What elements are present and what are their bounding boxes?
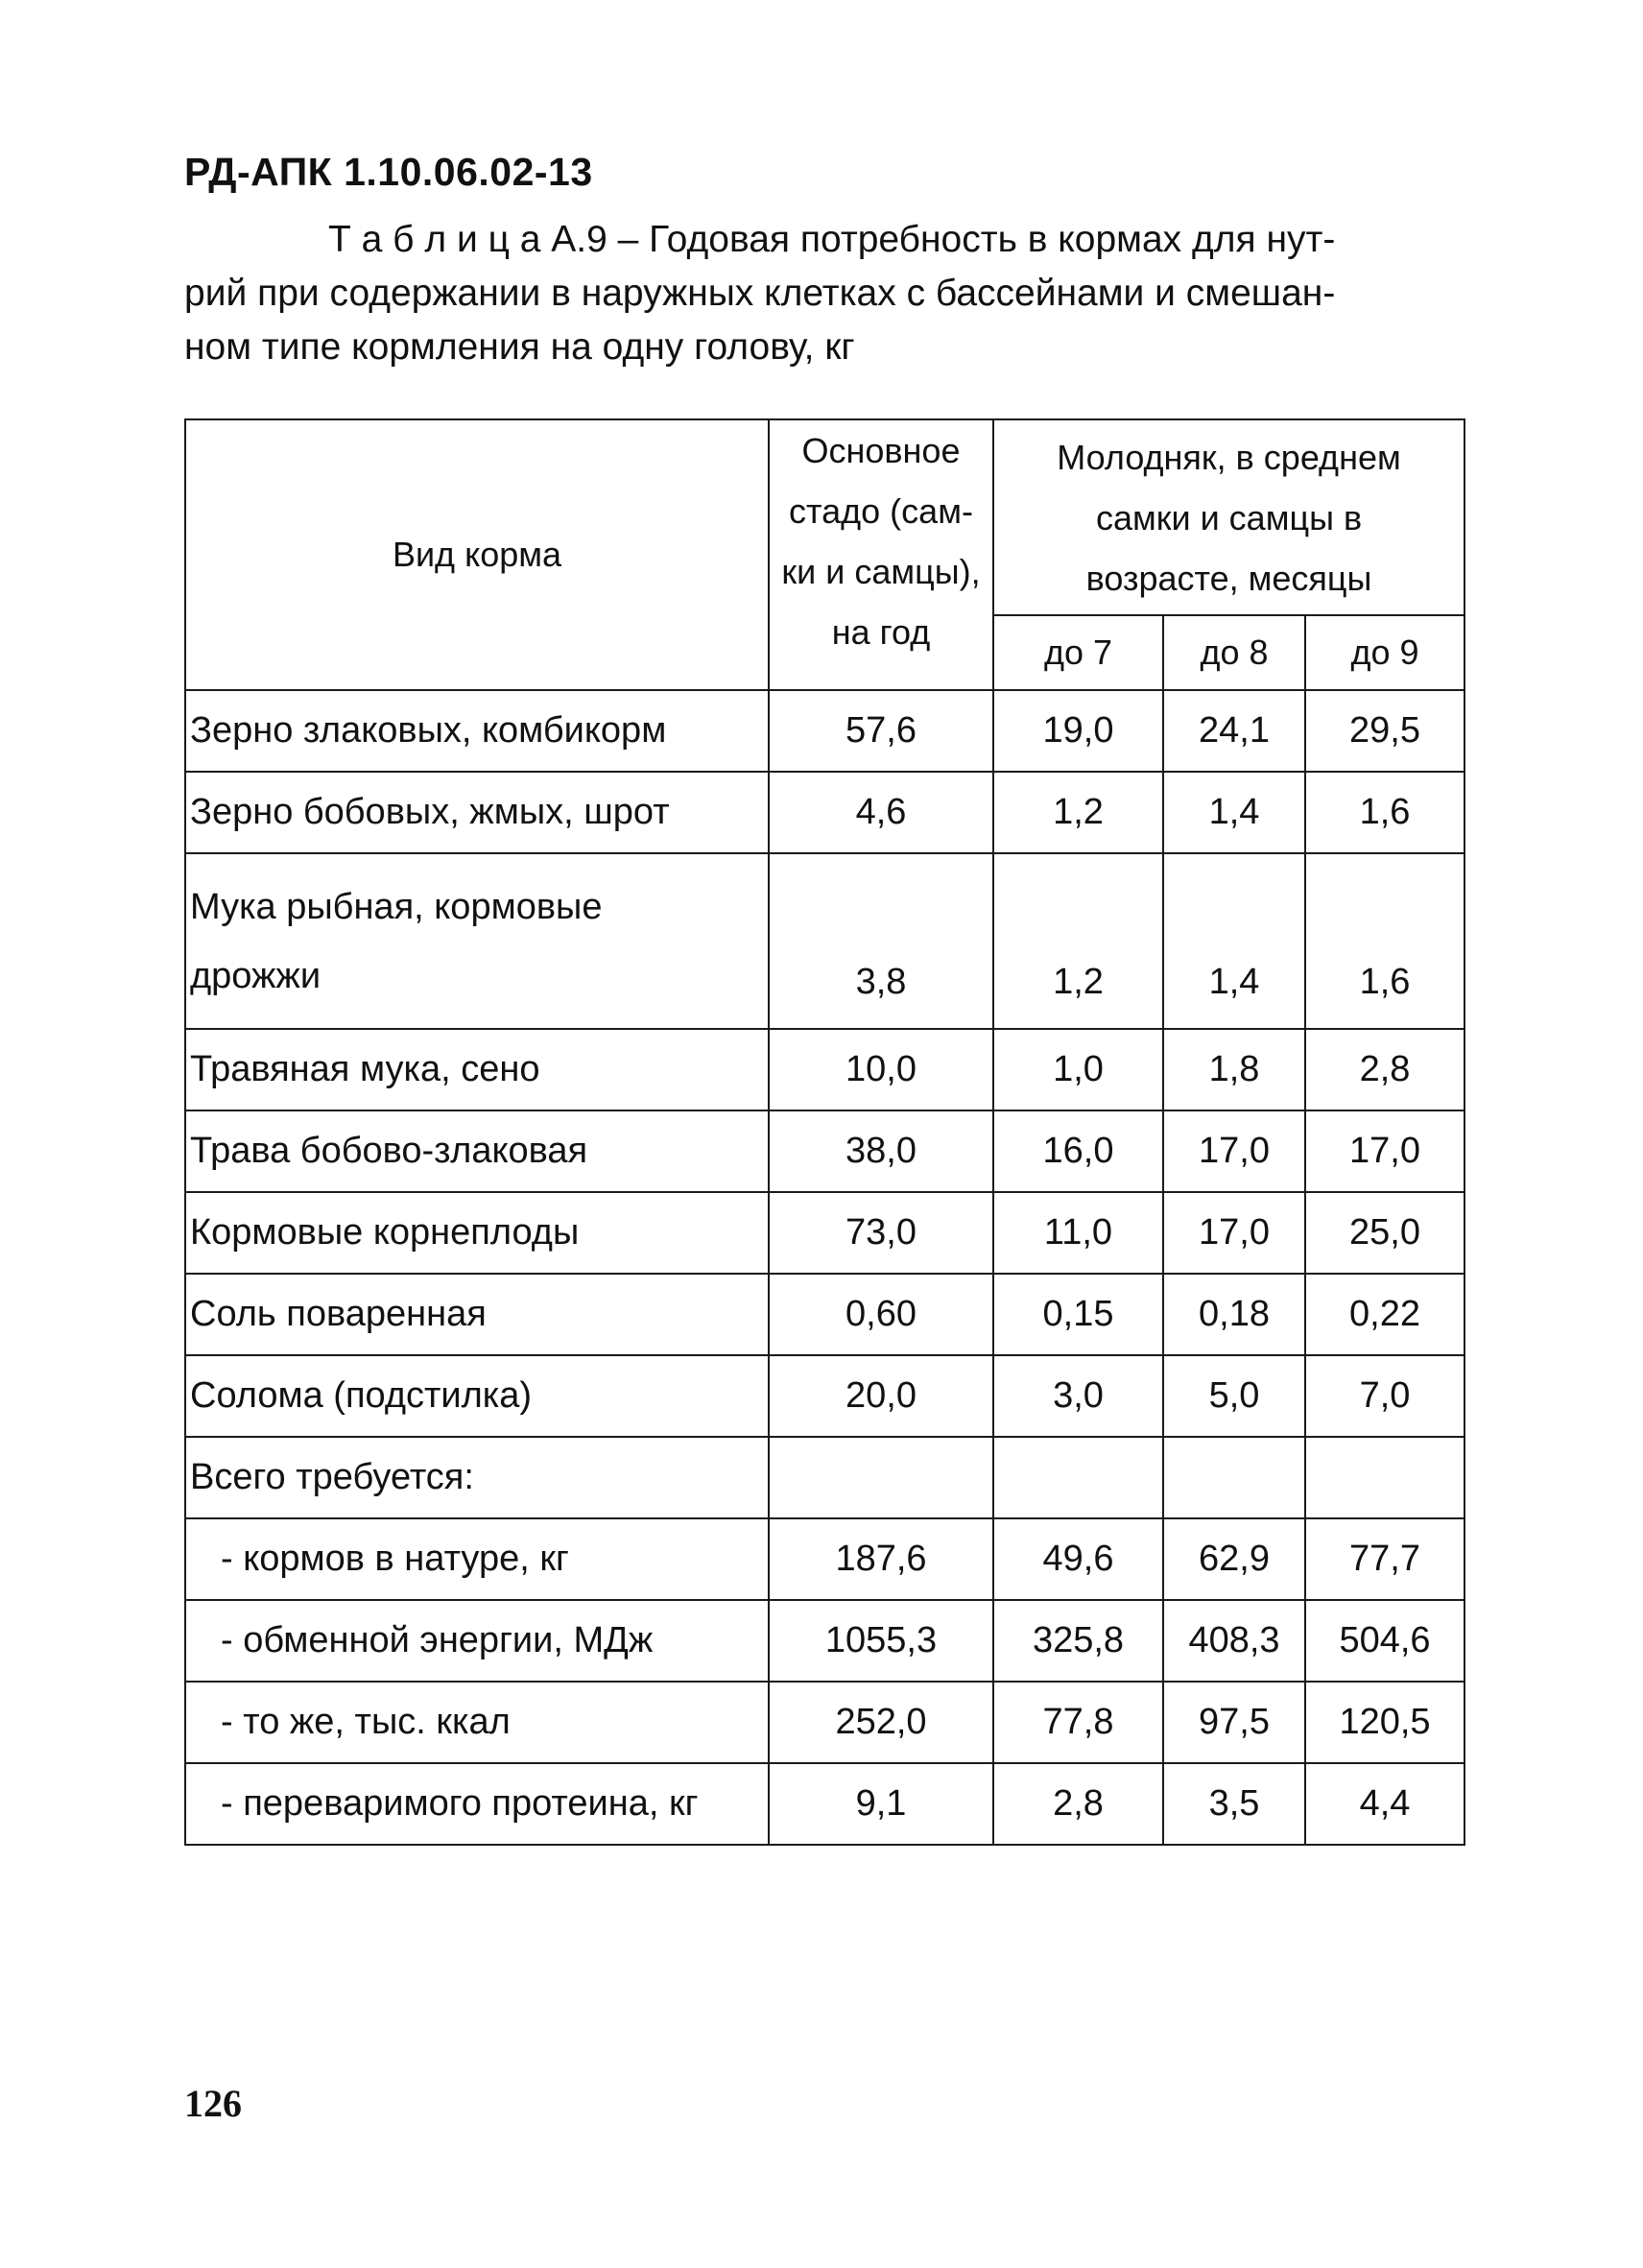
row-label: - то же, тыс. ккал <box>185 1682 769 1763</box>
header-age-7: до 7 <box>993 615 1163 690</box>
row-label: Всего требуется: <box>185 1437 769 1518</box>
cell-age-8 <box>1163 1437 1305 1518</box>
cell-age-9: 1,6 <box>1305 853 1464 1029</box>
cell-age-7: 19,0 <box>993 690 1163 772</box>
cell-age-7 <box>993 1437 1163 1518</box>
cell-main-herd: 252,0 <box>769 1682 993 1763</box>
cell-age-9 <box>1305 1437 1464 1518</box>
cell-age-9: 29,5 <box>1305 690 1464 772</box>
cell-main-herd: 20,0 <box>769 1355 993 1437</box>
header-main-herd <box>769 419 993 690</box>
header-age-9: до 9 <box>1305 615 1464 690</box>
row-label <box>185 853 769 1029</box>
header-main-herd-line: ки и самцы), <box>781 552 981 591</box>
cell-age-7: 16,0 <box>993 1110 1163 1192</box>
table-row <box>185 1600 1464 1682</box>
table-row <box>185 772 1464 853</box>
table-row <box>185 1518 1464 1600</box>
cell-main-herd: 38,0 <box>769 1110 993 1192</box>
cell-age-9: 1,6 <box>1305 772 1464 853</box>
cell-main-herd: 57,6 <box>769 690 993 772</box>
row-label: Солома (подстилка) <box>185 1355 769 1437</box>
cell-age-7: 2,8 <box>993 1763 1163 1845</box>
row-label: Трава бобово-злаковая <box>185 1110 769 1192</box>
cell-age-9: 17,0 <box>1305 1110 1464 1192</box>
row-label-line: Мука рыбная, кормовые <box>190 886 603 927</box>
header-age-8: до 8 <box>1163 615 1305 690</box>
cell-main-herd <box>769 1437 993 1518</box>
header-feed-type: Вид корма <box>185 419 769 690</box>
table-row <box>185 1110 1464 1192</box>
row-label: Кормовые корнеплоды <box>185 1192 769 1274</box>
header-main-herd-line: стадо (сам- <box>789 491 973 531</box>
header-main-herd-line: на год <box>831 612 931 652</box>
cell-age-8: 5,0 <box>1163 1355 1305 1437</box>
row-label: Зерно злаковых, комбикорм <box>185 690 769 772</box>
cell-main-herd: 1055,3 <box>769 1600 993 1682</box>
row-label: - кормов в натуре, кг <box>185 1518 769 1600</box>
cell-main-herd: 10,0 <box>769 1029 993 1110</box>
cell-age-7: 1,0 <box>993 1029 1163 1110</box>
cell-age-7: 77,8 <box>993 1682 1163 1763</box>
cell-main-herd: 3,8 <box>769 853 993 1029</box>
row-label-line: дрожжи <box>190 955 321 996</box>
cell-age-7: 1,2 <box>993 853 1163 1029</box>
table-row <box>185 1029 1464 1110</box>
cell-age-7: 1,2 <box>993 772 1163 853</box>
table-row <box>185 1192 1464 1274</box>
cell-age-9: 25,0 <box>1305 1192 1464 1274</box>
cell-age-9: 120,5 <box>1305 1682 1464 1763</box>
header-young-stock <box>993 419 1464 615</box>
cell-age-8: 0,18 <box>1163 1274 1305 1355</box>
header-young-line: Молодняк, в среднем <box>1057 437 1401 477</box>
cell-age-7: 325,8 <box>993 1600 1163 1682</box>
cell-age-7: 3,0 <box>993 1355 1163 1437</box>
table-header-row <box>185 419 1464 615</box>
table-row <box>185 1763 1464 1845</box>
table-caption <box>184 213 1432 374</box>
table-row <box>185 1274 1464 1355</box>
cell-age-8: 1,8 <box>1163 1029 1305 1110</box>
page-number: 126 <box>184 2082 242 2125</box>
cell-age-9: 7,0 <box>1305 1355 1464 1437</box>
cell-age-9: 4,4 <box>1305 1763 1464 1845</box>
cell-age-8: 1,4 <box>1163 772 1305 853</box>
row-label: Травяная мука, сено <box>185 1029 769 1110</box>
cell-main-herd: 0,60 <box>769 1274 993 1355</box>
cell-age-8: 62,9 <box>1163 1518 1305 1600</box>
cell-age-9: 0,22 <box>1305 1274 1464 1355</box>
cell-age-9: 504,6 <box>1305 1600 1464 1682</box>
row-label: - обменной энергии, МДж <box>185 1600 769 1682</box>
caption-line-2: рий при содержании в наружных клетках с бассейнами и смешан- <box>184 273 1336 314</box>
cell-age-8: 24,1 <box>1163 690 1305 772</box>
table-row <box>185 1682 1464 1763</box>
cell-age-7: 49,6 <box>993 1518 1163 1600</box>
cell-main-herd: 9,1 <box>769 1763 993 1845</box>
cell-age-8: 17,0 <box>1163 1192 1305 1274</box>
table-row <box>185 1355 1464 1437</box>
header-young-line: возрасте, месяцы <box>1085 558 1372 598</box>
cell-main-herd: 187,6 <box>769 1518 993 1600</box>
feed-requirements-table <box>184 418 1465 1846</box>
cell-age-8: 1,4 <box>1163 853 1305 1029</box>
caption-line-3: ном типе кормления на одну голову, кг <box>184 326 855 368</box>
cell-age-8: 97,5 <box>1163 1682 1305 1763</box>
table-row <box>185 690 1464 772</box>
document-code: РД-АПК 1.10.06.02-13 <box>184 150 593 194</box>
table-row <box>185 853 1464 1029</box>
cell-main-herd: 4,6 <box>769 772 993 853</box>
cell-age-9: 77,7 <box>1305 1518 1464 1600</box>
header-main-herd-line: Основное <box>801 431 961 470</box>
cell-age-8: 17,0 <box>1163 1110 1305 1192</box>
cell-age-9: 2,8 <box>1305 1029 1464 1110</box>
caption-line-1: Т а б л и ц а А.9 – Годовая потребность в кормах для нут- <box>328 219 1336 260</box>
row-label: Зерно бобовых, жмых, шрот <box>185 772 769 853</box>
cell-age-7: 11,0 <box>993 1192 1163 1274</box>
cell-main-herd: 73,0 <box>769 1192 993 1274</box>
cell-age-8: 408,3 <box>1163 1600 1305 1682</box>
header-young-line: самки и самцы в <box>1095 497 1363 537</box>
row-label: - переваримого протеина, кг <box>185 1763 769 1845</box>
cell-age-8: 3,5 <box>1163 1763 1305 1845</box>
table-row <box>185 1437 1464 1518</box>
row-label: Соль поваренная <box>185 1274 769 1355</box>
cell-age-7: 0,15 <box>993 1274 1163 1355</box>
